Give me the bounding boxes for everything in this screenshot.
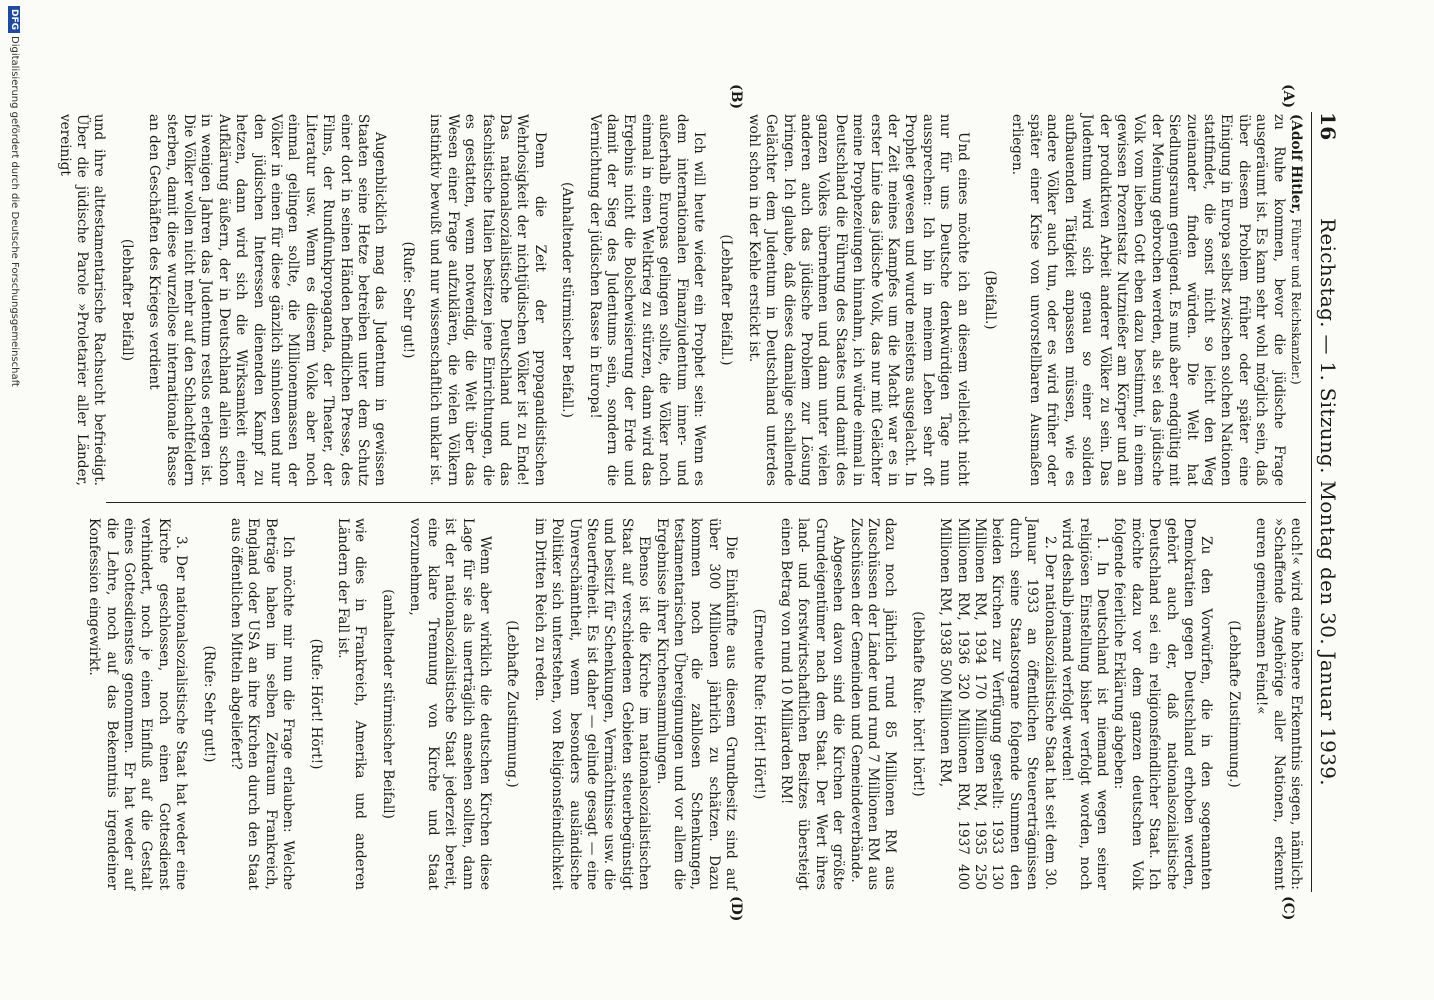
reaction: (Lebhafte Zustimmung.) xyxy=(504,620,521,788)
paragraph: 3. Der nationalsozialistische Staat hat weder eine Kirche geschlossen, noch einen Gottesdienst verhindert, noch je einen Einfluß auf die Gestalt eines Gottesdienstes genommen. Er hat weder auf die Lehre, noch auf das Bekenntnis irgendeiner Konfession eingewirkt. xyxy=(86,518,190,890)
reaction: (Beifall.) xyxy=(982,270,999,330)
reaction: (lebhafter Beifall) xyxy=(118,238,135,362)
speaker-line xyxy=(1287,114,1304,486)
paragraph: Zu den Vorwürfen, die in den sogenannten Demokratien gegen Deutschland erhoben werden, gehört auch der, daß nationalsozialistische Deutschland sei ein religionsfeindlicher Staat. Ich möchte dazu vor dem ganzen deutschen Volk folgende feierliche Erklärung abgeben: xyxy=(1111,518,1215,890)
credit-text: Digitalisierung gefördert durch die Deutsche Forschungsgemeinschaft xyxy=(9,36,20,387)
page-number: 16 xyxy=(1316,112,1340,141)
paragraph: und ihre alttestamentarische Rachsucht befriedigt. Über die jüdische Parole »Proletarier aller Länder, vereinigt xyxy=(56,114,108,486)
paragraph: 1. In Deutschland ist niemand wegen seiner religiösen Einstellung bisher verfolgt worden, noch wird deshalb jemand verfolgt werden! xyxy=(1059,518,1110,890)
reaction: (Rufe: Sehr gut!) xyxy=(399,241,416,359)
paragraph: wie dies in Frankreich, Amerika und anderen Ländern der Fall ist. xyxy=(335,518,369,890)
paragraph: Wenn aber wirklich die deutschen Kirchen diese Lage für sie als unerträglich ansehen sollten, dann ist der nationalsozialistische Staat jederzeit bereit, eine klare Trennung von Kirche und Staat vorzunehmen, xyxy=(407,518,493,890)
paragraph: Die Einkünfte aus diesem Grundbesitz sind auf über 300 Millionen jährlich zu schätzen. Dazu kommen noch die zahllosen Schenkungen, testamentarischen Übereignungen und vor allem die Ergebnisse ihrer Kirchensammlungen. xyxy=(653,518,740,890)
paragraph: Abgesehen davon sind die Kirchen der größte Grundeigentümer nach dem Staat. Der Wert ihres land- und forstwirtschaftlichen Besitzes übersteigt einen Betrag von rund 10 Milliarden RM! xyxy=(778,518,847,890)
dfg-logo: DFG xyxy=(8,6,20,33)
paragraph: dazu noch jährlich rund 85 Millionen RM aus Zuschüssen der Länder und rund 7 Millionen RM aus Zuschüssen der Gemeinden und Gemeindeverbände. xyxy=(847,518,899,890)
reaction: (lebhafte Rufe: hört! hört!) xyxy=(909,611,926,797)
speaker-name: (Adolf Hitler, xyxy=(1288,114,1304,215)
margin-marker-a: (A) xyxy=(1280,84,1296,109)
header-rule xyxy=(1311,112,1312,892)
column-divider xyxy=(106,502,1306,503)
margin-marker-c: (C) xyxy=(1280,896,1296,921)
reaction: (Anhaltender stürmischer Beifall.) xyxy=(559,182,576,418)
right-column xyxy=(85,518,1304,890)
paragraph: Ich möchte mir nun die Frage erlauben: Welche Beträge haben im selben Zeitraum Frankreich, England oder USA an ihre Kirchen durch den Staat aus öffentlichen Mitteln abgeliefert? xyxy=(228,518,297,890)
paragraph: Augenblicklich mag das Judentum in gewissen Staaten seine Hetze betreiben unter dem Schutz einer dort in seinen Händen befindlichen Presse, des Films, der Rundfunkpropaganda, der Theater, der Literatur usw. Wenn es diesem Volke aber noch einmal gelingen sollte, die Millionenmassen der Völker in einen für diese gänzlich sinnlosen und nur den jüdischen Interessen dienenden Kampf zu hetzen, dann wird sich die Wirksamkeit einer Aufklärung äußern, der in Deutschland allein schon in wenigen Jahren das Judentum restlos erlegen ist. Die Völker wollen nicht mehr auf den Schlachtfeldern sterben, damit diese wurzellose internationale Rasse an den Geschäften des Krieges verdient xyxy=(146,114,389,486)
paragraph: Ich will heute wieder ein Prophet sein: Wenn es dem internationalen Finanzjudentum inner- und außerhalb Europas gelingen sollte, die Völker noch einmal in einen Weltkrieg zu stürzen, dann wird das Ergebnis nicht die Bolschewisierung der Erde und damit der Sieg des Judentums sein, sondern die Vernichtung der jüdischen Rasse in Europa! xyxy=(586,114,707,486)
reaction: (anhaltender stürmischer Beifall) xyxy=(379,589,396,819)
reaction: (Lebhafte Zustimmung.) xyxy=(1225,620,1242,788)
page-title: Reichstag. — 1. Sitzung. Montag den 30. Januar 1939. xyxy=(1316,218,1340,786)
margin-marker-b: (B) xyxy=(728,84,744,110)
paragraph: 2. Der nationalsozialistische Staat hat seit dem 30. Januar 1933 an öffentlichen Steuererträgnissen durch seine Staatsorgane folgende Summen den beiden Kirchen zur Verfügung gestellt: 1933 130 Millionen RM, 1934 170 Millionen RM, 1935 250 Millionen RM, 1936 320 Millionen RM, 1937 400 Millionen RM, 1938 500 Millionen RM, xyxy=(937,518,1058,890)
reaction: (Erneute Rufe: Hört! Hört!) xyxy=(750,608,767,800)
reaction: (Lebhafter Beifall.) xyxy=(718,234,735,366)
left-column xyxy=(55,114,1304,486)
paragraph: euch!« wird eine höhere Erkenntnis siegen, nämlich: »Schaffende Angehörige aller Nationen, erkennt euren gemeinsamen Feind!« xyxy=(1253,518,1304,890)
paragraph: zu Ruhe kommen, bevor die jüdische Frage ausgeräumt ist. Es kann sehr wohl möglich sein, daß über diesem Problem früher oder später eine Einigung in Europa selbst zwischen solchen Nationen stattfindet, die sonst nicht so leicht den Weg zueinander finden würden. Die Welt hat Siedlungsraum genügend. Es muß aber endgültig mit der Meinung gebrochen werden, als sei das jüdische Volk vom lieben Gott eben dazu bestimmt, in einem gewissen Prozentsatz Nutznießer am Körper und an der produktiven Arbeit anderer Völker zu sein. Das Judentum wird sich genau so einer soliden aufbauenden Tätigkeit anpassen müssen, wie es andere Völker auch tun, oder es wird früher oder später einer Krise von unvorstellbaren Ausmaßen erliegen. xyxy=(1009,114,1287,486)
paragraph: Denn die Zeit der propagandistischen Wehrlosigkeit der nichtjüdischen Völker ist zu Ende! Das nationalsozialistische Deutschland und das faschistische Italien besitzen jene Einrichtungen, die es gestatten, wenn notwendig, die Welt über das Wesen einer Frage aufzuklären, die vielen Völkern instinktiv bewußt und nur wissenschaftlich unklar ist. xyxy=(427,114,548,486)
digitization-credit xyxy=(4,0,24,1000)
paragraph: Ebenso ist die Kirche im nationalsozialistischen Staat auf verschiedenen Gebieten steuerbegünstigt und besitzt für Schenkungen, Vermächtnisse usw. die Steuerfreiheit. Es ist daher — gelinde gesagt — eine Unverschämtheit, wenn besonders ausländische Politiker sich unterstehen, von Religionsfeindlichkeit im Dritten Reich zu reden. xyxy=(531,518,653,890)
reaction: (Rufe: Sehr gut!) xyxy=(200,645,217,763)
reaction: (Rufe: Hört! Hört!) xyxy=(307,638,324,770)
paragraph: Und eines möchte ich an diesem vielleicht nicht nur für uns Deutsche denkwürdigen Tage nun aussprechen: Ich bin in meinem Leben sehr oft Prophet gewesen und wurde meistens ausgelacht. In der Zeit meines Kampfes um die Macht war es in erster Linie das jüdische Volk, das nur mit Gelächter meine Prophezeiungen hinnahm, ich würde einmal in Deutschland die Führung des Staates und damit des ganzen Volkes übernehmen und dann unter vielen anderen auch das jüdische Problem zur Lösung bringen. Ich glaube, daß dieses damalige schallende Gelächter dem Judentum in Deutschland unterdes wohl schon in der Kehle erstickt ist. xyxy=(745,114,971,486)
margin-marker-d: (D) xyxy=(728,896,744,922)
page-header xyxy=(1306,112,1346,892)
speaker-role: Führer und Reichskanzler.) xyxy=(1289,218,1303,385)
